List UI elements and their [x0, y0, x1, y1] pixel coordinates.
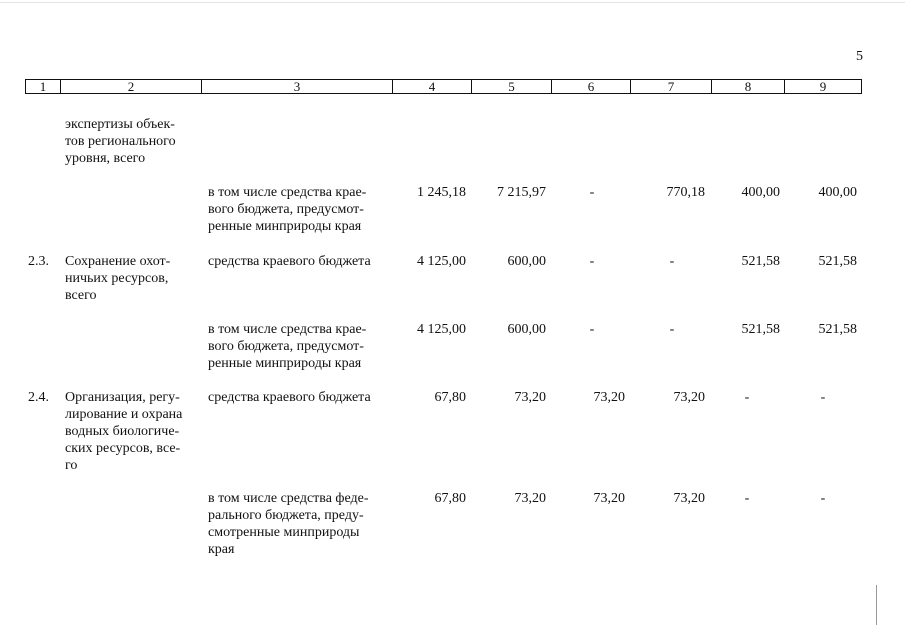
funding-source-line: ренные минприроды края: [208, 219, 362, 234]
value-cell-col-8: -: [744, 491, 750, 506]
funding-source-line: средства краевого бюджета: [208, 254, 371, 269]
value-cell-col-9: 521,58: [818, 322, 857, 337]
value-cell-col-5: 7 215,97: [497, 185, 546, 200]
value-cell-col-5: 73,20: [514, 390, 546, 405]
row-number: 2.3.: [28, 254, 49, 269]
value-cell-col-6: 73,20: [593, 390, 625, 405]
row-name-line: Организация, регу-: [65, 390, 180, 405]
row-name-line: лирование и охрана: [65, 407, 183, 422]
header-col-8: 8: [712, 80, 785, 93]
header-col-3: 3: [202, 80, 393, 93]
header-col-9: 9: [819, 79, 827, 94]
scan-artifact-edge: [876, 585, 877, 625]
value-cell-col-4: 67,80: [434, 491, 466, 506]
header-col-4: 4: [393, 80, 472, 93]
funding-source-line: края: [208, 542, 235, 557]
row-name-line: уровня, всего: [65, 151, 146, 166]
row-name-line: водных биологиче-: [65, 424, 180, 439]
header-col-7: 7: [631, 80, 712, 93]
value-cell-col-7: 73,20: [673, 390, 705, 405]
funding-source-line: ренные минприроды края: [208, 356, 362, 371]
value-cell-col-9: -: [820, 390, 826, 405]
header-col-5: 5: [472, 80, 552, 93]
value-cell-col-8: 400,00: [741, 185, 780, 200]
value-cell-col-7: 770,18: [666, 185, 705, 200]
funding-source-line: рального бюджета, преду-: [208, 508, 364, 523]
row-name-line: экспертизы объек-: [65, 117, 175, 132]
row-name-line: ских ресурсов, все-: [65, 441, 181, 456]
value-cell-col-7: -: [669, 254, 675, 269]
value-cell-col-4: 4 125,00: [417, 322, 466, 337]
value-cell-col-6: -: [589, 322, 595, 337]
funding-source-line: в том числе средства феде-: [208, 491, 369, 506]
row-name-line: всего: [65, 288, 97, 303]
value-cell-col-5: 600,00: [507, 254, 546, 269]
header-col-1: 1: [26, 80, 61, 93]
value-cell-col-4: 1 245,18: [417, 185, 466, 200]
value-cell-col-7: 73,20: [673, 491, 705, 506]
value-cell-col-9: -: [820, 491, 826, 506]
header-col-6: 6: [552, 80, 631, 93]
value-cell-col-6: -: [589, 185, 595, 200]
value-cell-col-4: 67,80: [434, 390, 466, 405]
row-name-line: тов регионального: [65, 134, 176, 149]
value-cell-col-6: -: [589, 254, 595, 269]
funding-source-line: в том числе средства крае-: [208, 185, 367, 200]
funding-source-line: вого бюджета, предусмот-: [208, 202, 364, 217]
value-cell-col-5: 73,20: [514, 491, 546, 506]
funding-source-line: в том числе средства крае-: [208, 322, 367, 337]
value-cell-col-9: 521,58: [818, 254, 857, 269]
funding-source-line: вого бюджета, предусмот-: [208, 339, 364, 354]
row-name-line: го: [65, 458, 78, 473]
value-cell-col-9: 400,00: [818, 185, 857, 200]
value-cell-col-8: -: [744, 390, 750, 405]
funding-source-line: смотренные минприроды: [208, 525, 360, 540]
row-name-line: ничьих ресурсов,: [65, 271, 169, 286]
funding-source-line: средства краевого бюджета: [208, 390, 371, 405]
value-cell-col-6: 73,20: [593, 491, 625, 506]
row-number: 2.4.: [28, 390, 49, 405]
page-number: 5: [856, 49, 863, 64]
value-cell-col-8: 521,58: [741, 322, 780, 337]
scan-artifact-top: [0, 2, 905, 3]
header-col-2: 2: [61, 80, 202, 93]
value-cell-col-5: 600,00: [507, 322, 546, 337]
value-cell-col-4: 4 125,00: [417, 254, 466, 269]
value-cell-col-7: -: [669, 322, 675, 337]
row-name-line: Сохранение охот-: [65, 254, 171, 269]
value-cell-col-8: 521,58: [741, 254, 780, 269]
table-header-row: [25, 79, 862, 94]
